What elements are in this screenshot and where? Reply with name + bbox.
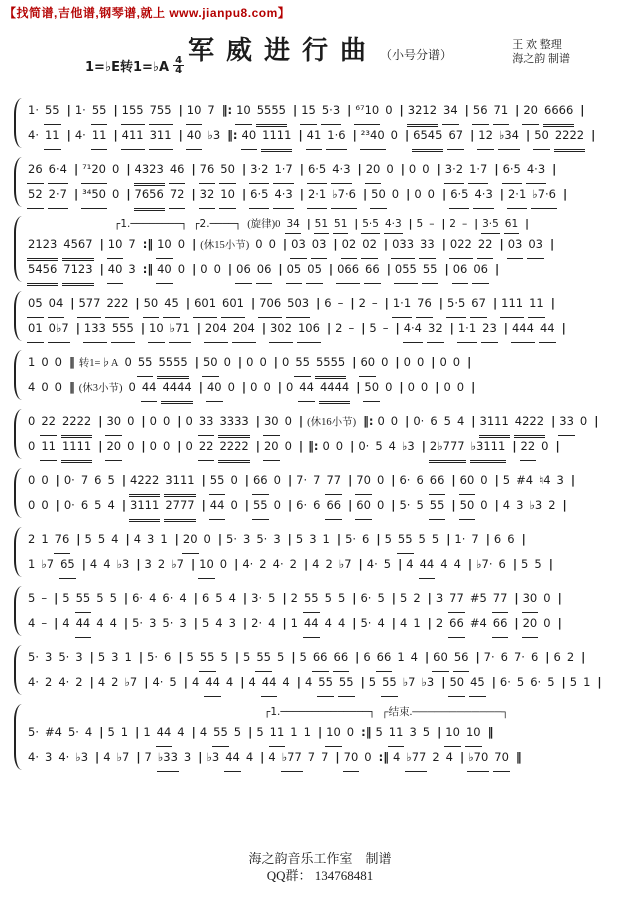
system-11 (14, 704, 632, 770)
system-brace (14, 157, 23, 207)
credits (512, 38, 570, 66)
system-10 (14, 645, 632, 695)
score-body (0, 92, 640, 770)
voice2-line: 4· 11 | 4· 11 | 411 311 | 40 ♭3 ‖: 40 1111 | 41 1·6 | ²³40 0 | 6545 67 | 12 ♭34 | 50 2222 | (27, 123, 598, 148)
system-brace (14, 216, 23, 282)
system-brace (14, 291, 23, 341)
voice1-line: 0 22 2222 | 30 0 | 0 0 | 0 33 3333 | 30 0 | (休16小节) ‖: 0 0 | 0· 6 5 4 | 3111 4222 | 33 0 | (27, 409, 601, 434)
voice2-line: 5456 7123 | 40 3 :‖ 40 0 | 0 0 | 06 06 | 05 05 | 066 66 | 055 55 | 06 06 | (27, 257, 557, 282)
voice2-line: 01 0♭7 | 133 555 | 10 ♭71 | 204 204 | 302 106 | 2 – | 5 – | 4·4 32 | 1·1 23 | 444 44 | (27, 316, 569, 341)
system-brace (14, 98, 23, 148)
system-brace (14, 645, 23, 695)
voice1-line: 5 – | 5 55 5 5 | 6· 4 6· 4 | 6 5 4 | 3· 5 | 2 55 5 5 | 6· 5 | 5 2 | 3 77 #5 77 | 30 0 | (27, 586, 565, 611)
meter-denominator: 4 (175, 65, 183, 76)
footer (0, 850, 640, 884)
voice1-line: 2 1 76 | 5 5 4 | 4 3 1 | 20 0 | 5· 3 5· 3 | 5 3 1 | 5· 6 | 5 55 5 5 | 1· 7 | 6 6 | (27, 527, 556, 552)
system-2 (14, 157, 632, 207)
system-brace (14, 350, 23, 400)
system-6 (14, 409, 632, 459)
voice1-line: 5· #4 5· 4 | 5 1 | 1 44 4 | 4 55 5 | 5 11 1 1 | 10 0 :‖ 5 11 3 5 | 10 10 ‖ (27, 720, 525, 745)
system-9 (14, 586, 632, 636)
volta-and-melody-annotation: ┌1.────────┐ ┌2.────┐ (旋律)0 34 | 51 51 | 5·5 4·3 | 5 – | 2 – | 3·5 61 | (27, 216, 557, 232)
voice2-line: 0 0 | 0· 6 5 4 | 3111 2777 | 44 0 | 55 0 | 6· 6 66 | 60 0 | 5· 5 55 | 50 0 | 4 3 ♭3 2 | (27, 493, 578, 518)
footer-qq-group: QQ群： 134768481 (266, 868, 374, 883)
system-brace (14, 586, 23, 636)
voice1-line: 1 0 0 ‖ 转1=♭A 0 55 5555 | 50 0 | 0 0 | 0 55 5555 | 60 0 | 0 0 | 0 0 | (27, 350, 478, 375)
voice2-line: 4 – | 4 44 4 4 | 5· 3 5· 3 | 5 4 3 | 2· 4 | 1 44 4 4 | 5· 4 | 4 1 | 2 66 #4 66 | 20 0 | (27, 611, 565, 636)
voice2-line: 52 2·7 | ³⁴50 0 | 7656 72 | 32 10 | 6·5 4·3 | 2·1 ♭7·6 | 50 0 | 0 0 | 6·5 4·3 | 2·1 ♭7·6 | (27, 182, 570, 207)
meter-numerator: 4 (175, 55, 183, 66)
system-4 (14, 291, 632, 341)
system-8 (14, 527, 632, 577)
time-signature (173, 56, 184, 75)
voice1-line: 26 6·4 | ⁷¹20 0 | 4323 46 | 76 50 | 3·2 1·7 | 6·5 4·3 | 20 0 | 0 0 | 3·2 1·7 | 6·5 4·3 | (27, 157, 570, 182)
voice2-line: 4· 2 4· 2 | 4 2 ♭7 | 4· 5 | 4 44 4 | 4 44 4 | 4 55 55 | 5 55 ♭7 ♭3 | 50 45 | 6· 5 6· 5 | 5 1 | (27, 670, 605, 695)
volta-and-ending-annotation: ┌1.──────────────┐ ┌结束.────────────┐ (264, 706, 509, 718)
footer-studio: 海之韵音乐工作室 制谱 (248, 851, 392, 866)
system-brace (14, 527, 23, 577)
voice2-line: 4· 3 4· ♭3 | 4 ♭7 | 7 ♭33 3 | ♭3 44 4 | 4 ♭77 7 7 | 70 0 :‖ 4 ♭77 2 4 | ♭70 70 ‖ (27, 745, 525, 770)
system-brace (14, 409, 23, 459)
subtitle-part-label: （小号分谱） (380, 48, 453, 62)
system-5 (14, 350, 632, 400)
system-1 (14, 98, 632, 148)
key-signature (85, 56, 184, 75)
voice1-line: 5· 3 5· 3 | 5 3 1 | 5· 6 | 5 55 5 | 5 55 5 | 5 66 66 | 6 66 1 4 | 60 56 | 7· 6 7· 6 | 6 2 | (27, 645, 605, 670)
system-3 (14, 216, 632, 282)
voice2-line: 4 0 0 ‖ (休3小节) 0 44 4444 | 40 0 | 0 0 | 0 44 4444 | 50 0 | 0 0 | 0 0 | (27, 375, 478, 400)
system-7 (14, 468, 632, 518)
page-title: 军威进行曲 (187, 36, 378, 65)
voice2-line: 0 11 1111 | 20 0 | 0 0 | 0 22 2222 | 20 0 | ‖: 0 0 | 0· 5 4 ♭3 | 2♭777 ♭3111 | 22 0 | (27, 434, 601, 459)
score-header (0, 0, 640, 92)
credit-engraver: 海之韵 制谱 (512, 53, 570, 65)
voice1-line: 05 04 | 577 222 | 50 45 | 601 601 | 706 503 | 6 – | 2 – | 1·1 76 | 5·5 67 | 111 11 | (27, 291, 569, 316)
voice1-line: 2123 4567 | 10 7 :‖ 10 0 | (休15小节) 0 0 | 03 03 | 02 02 | 033 33 | 022 22 | 03 03 | (27, 232, 557, 257)
voice1-line: 0 0 | 0· 7 6 5 | 4222 3111 | 55 0 | 66 0 | 7· 7 77 | 70 0 | 6· 6 66 | 60 0 | 5 #4 ♮4 3 | (27, 468, 578, 493)
system-brace (14, 468, 23, 518)
site-banner: 【找简谱,吉他谱,钢琴谱,就上 www.jianpu8.com】 (4, 6, 291, 20)
credit-arranger: 王 欢 整理 (512, 39, 562, 51)
key-text: 1=♭E转1=♭A (85, 60, 170, 75)
voice1-line: 1· 55 | 1· 55 | 155 755 | 10 7 ‖: 10 5555 | 15 5·3 | ⁶⁷10 0 | 3212 34 | 56 71 | 20 6666 | (27, 98, 598, 123)
voice2-line: 1 ♭7 65 | 4 4 ♭3 | 3 2 ♭7 | 10 0 | 4· 2 4· 2 | 4 2 ♭7 | 4· 5 | 4 44 4 4 | ♭7· 6 | 5 5 | (27, 552, 556, 577)
system-brace (14, 704, 23, 770)
